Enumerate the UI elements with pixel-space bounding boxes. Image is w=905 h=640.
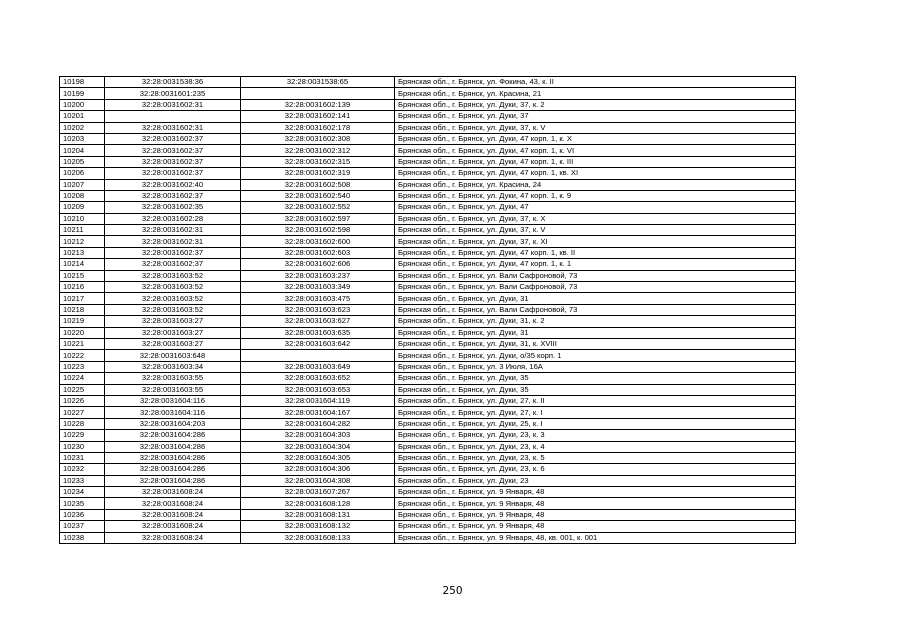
parcel-cadastral-cell: 32:28:0031603:52 [105, 270, 241, 281]
address-cell: Брянская обл., г. Брянск, ул. Дуки, 47 корп. 1, кв. XI [395, 168, 796, 179]
object-cadastral-cell: 32:28:0031602:603 [241, 247, 395, 258]
row-number-cell: 10216 [60, 282, 105, 293]
object-cadastral-cell: 32:28:0031603:627 [241, 316, 395, 327]
row-number-cell: 10198 [60, 77, 105, 88]
property-registry-table [59, 76, 796, 544]
parcel-cadastral-cell [105, 111, 241, 122]
table-row [60, 122, 796, 133]
address-cell: Брянская обл., г. Брянск, ул. Дуки, 35 [395, 384, 796, 395]
table-row [60, 418, 796, 429]
address-cell: Брянская обл., г. Брянск, ул. 9 Января, 48 [395, 498, 796, 509]
table-row [60, 156, 796, 167]
address-cell: Брянская обл., г. Брянск, ул. 3 Июля, 16А [395, 361, 796, 372]
object-cadastral-cell: 32:28:0031602:139 [241, 99, 395, 110]
row-number-cell: 10227 [60, 407, 105, 418]
parcel-cadastral-cell: 32:28:0031602:37 [105, 247, 241, 258]
row-number-cell: 10200 [60, 99, 105, 110]
address-cell: Брянская обл., г. Брянск, ул. 9 Января, 48, кв. 001, к. 001 [395, 532, 796, 543]
parcel-cadastral-cell: 32:28:0031604:286 [105, 475, 241, 486]
table-row [60, 316, 796, 327]
parcel-cadastral-cell: 32:28:0031603:27 [105, 327, 241, 338]
address-cell: Брянская обл., г. Брянск, ул. Дуки, 37, к. V [395, 225, 796, 236]
object-cadastral-cell: 32:28:0031602:308 [241, 133, 395, 144]
row-number-cell: 10228 [60, 418, 105, 429]
object-cadastral-cell: 32:28:0031603:653 [241, 384, 395, 395]
parcel-cadastral-cell: 32:28:0031602:40 [105, 179, 241, 190]
table-row [60, 475, 796, 486]
object-cadastral-cell: 32:28:0031608:128 [241, 498, 395, 509]
row-number-cell: 10205 [60, 156, 105, 167]
parcel-cadastral-cell: 32:28:0031602:31 [105, 122, 241, 133]
address-cell: Брянская обл., г. Брянск, ул. Дуки, 27, к. II [395, 395, 796, 406]
table-row [60, 304, 796, 315]
parcel-cadastral-cell: 32:28:0031608:24 [105, 532, 241, 543]
object-cadastral-cell: 32:28:0031608:132 [241, 521, 395, 532]
row-number-cell: 10236 [60, 509, 105, 520]
address-cell: Брянская обл., г. Брянск, ул. Вали Сафроновой, 73 [395, 270, 796, 281]
table-row [60, 509, 796, 520]
address-cell: Брянская обл., г. Брянск, ул. Дуки, о/35 корп. 1 [395, 350, 796, 361]
table-row [60, 384, 796, 395]
parcel-cadastral-cell: 32:28:0031603:55 [105, 373, 241, 384]
object-cadastral-cell [241, 88, 395, 99]
address-cell: Брянская обл., г. Брянск, ул. Дуки, 23, к. 4 [395, 441, 796, 452]
table-row [60, 190, 796, 201]
parcel-cadastral-cell: 32:28:0031603:52 [105, 304, 241, 315]
object-cadastral-cell: 32:28:0031608:133 [241, 532, 395, 543]
row-number-cell: 10219 [60, 316, 105, 327]
address-cell: Брянская обл., г. Брянск, ул. Дуки, 37, к. XI [395, 236, 796, 247]
row-number-cell: 10215 [60, 270, 105, 281]
parcel-cadastral-cell: 32:28:0031602:37 [105, 259, 241, 270]
parcel-cadastral-cell: 32:28:0031601:235 [105, 88, 241, 99]
row-number-cell: 10231 [60, 452, 105, 463]
parcel-cadastral-cell: 32:28:0031602:35 [105, 202, 241, 213]
registry-table-body [60, 77, 796, 544]
object-cadastral-cell: 32:28:0031602:606 [241, 259, 395, 270]
object-cadastral-cell: 32:28:0031602:508 [241, 179, 395, 190]
row-number-cell: 10222 [60, 350, 105, 361]
parcel-cadastral-cell: 32:28:0031608:24 [105, 521, 241, 532]
address-cell: Брянская обл., г. Брянск, ул. Фокина, 43, к. II [395, 77, 796, 88]
object-cadastral-cell: 32:28:0031602:552 [241, 202, 395, 213]
table-row [60, 407, 796, 418]
address-cell: Брянская обл., г. Брянск, ул. Дуки, 35 [395, 373, 796, 384]
object-cadastral-cell: 32:28:0031602:315 [241, 156, 395, 167]
parcel-cadastral-cell: 32:28:0031603:648 [105, 350, 241, 361]
row-number-cell: 10203 [60, 133, 105, 144]
address-cell: Брянская обл., г. Брянск, ул. Дуки, 27, к. I [395, 407, 796, 418]
row-number-cell: 10209 [60, 202, 105, 213]
object-cadastral-cell: 32:28:0031602:312 [241, 145, 395, 156]
row-number-cell: 10232 [60, 464, 105, 475]
object-cadastral-cell: 32:28:0031604:304 [241, 441, 395, 452]
object-cadastral-cell: 32:28:0031603:623 [241, 304, 395, 315]
row-number-cell: 10210 [60, 213, 105, 224]
row-number-cell: 10207 [60, 179, 105, 190]
table-row [60, 259, 796, 270]
row-number-cell: 10208 [60, 190, 105, 201]
table-row [60, 111, 796, 122]
row-number-cell: 10225 [60, 384, 105, 395]
parcel-cadastral-cell: 32:28:0031603:27 [105, 316, 241, 327]
parcel-cadastral-cell: 32:28:0031604:116 [105, 395, 241, 406]
object-cadastral-cell [241, 350, 395, 361]
object-cadastral-cell: 32:28:0031604:306 [241, 464, 395, 475]
object-cadastral-cell: 32:28:0031608:131 [241, 509, 395, 520]
row-number-cell: 10237 [60, 521, 105, 532]
parcel-cadastral-cell: 32:28:0031602:31 [105, 225, 241, 236]
parcel-cadastral-cell: 32:28:0031603:34 [105, 361, 241, 372]
object-cadastral-cell: 32:28:0031604:308 [241, 475, 395, 486]
object-cadastral-cell: 32:28:0031604:303 [241, 430, 395, 441]
parcel-cadastral-cell: 32:28:0031603:52 [105, 293, 241, 304]
table-row [60, 282, 796, 293]
address-cell: Брянская обл., г. Брянск, ул. Дуки, 23 [395, 475, 796, 486]
parcel-cadastral-cell: 32:28:0031604:286 [105, 441, 241, 452]
row-number-cell: 10199 [60, 88, 105, 99]
address-cell: Брянская обл., г. Брянск, ул. Дуки, 47 корп. 1, к. VI [395, 145, 796, 156]
table-row [60, 373, 796, 384]
table-row [60, 464, 796, 475]
object-cadastral-cell: 32:28:0031604:282 [241, 418, 395, 429]
parcel-cadastral-cell: 32:28:0031604:116 [105, 407, 241, 418]
object-cadastral-cell: 32:28:0031602:319 [241, 168, 395, 179]
object-cadastral-cell: 32:28:0031603:652 [241, 373, 395, 384]
table-row [60, 99, 796, 110]
row-number-cell: 10217 [60, 293, 105, 304]
table-row [60, 77, 796, 88]
object-cadastral-cell: 32:28:0031603:475 [241, 293, 395, 304]
object-cadastral-cell: 32:28:0031602:598 [241, 225, 395, 236]
table-row [60, 213, 796, 224]
object-cadastral-cell: 32:28:0031604:119 [241, 395, 395, 406]
address-cell: Брянская обл., г. Брянск, ул. Вали Сафроновой, 73 [395, 304, 796, 315]
parcel-cadastral-cell: 32:28:0031603:27 [105, 338, 241, 349]
address-cell: Брянская обл., г. Брянск, ул. Дуки, 31, к. 2 [395, 316, 796, 327]
parcel-cadastral-cell: 32:28:0031604:286 [105, 464, 241, 475]
address-cell: Брянская обл., г. Брянск, ул. 9 Января, 48 [395, 509, 796, 520]
object-cadastral-cell: 32:28:0031602:141 [241, 111, 395, 122]
row-number-cell: 10230 [60, 441, 105, 452]
row-number-cell: 10202 [60, 122, 105, 133]
row-number-cell: 10235 [60, 498, 105, 509]
row-number-cell: 10234 [60, 487, 105, 498]
object-cadastral-cell: 32:28:0031602:178 [241, 122, 395, 133]
parcel-cadastral-cell: 32:28:0031602:28 [105, 213, 241, 224]
address-cell: Брянская обл., г. Брянск, ул. Дуки, 23, к. 5 [395, 452, 796, 463]
object-cadastral-cell: 32:28:0031603:349 [241, 282, 395, 293]
address-cell: Брянская обл., г. Брянск, ул. Дуки, 47 [395, 202, 796, 213]
parcel-cadastral-cell: 32:28:0031602:37 [105, 133, 241, 144]
parcel-cadastral-cell: 32:28:0031603:52 [105, 282, 241, 293]
address-cell: Брянская обл., г. Брянск, ул. Дуки, 25, к. I [395, 418, 796, 429]
table-row [60, 430, 796, 441]
parcel-cadastral-cell: 32:28:0031602:37 [105, 145, 241, 156]
object-cadastral-cell: 32:28:0031602:600 [241, 236, 395, 247]
parcel-cadastral-cell: 32:28:0031604:203 [105, 418, 241, 429]
table-row [60, 532, 796, 543]
row-number-cell: 10224 [60, 373, 105, 384]
row-number-cell: 10229 [60, 430, 105, 441]
object-cadastral-cell: 32:28:0031538:65 [241, 77, 395, 88]
page-number: 250 [442, 585, 463, 597]
object-cadastral-cell: 32:28:0031603:649 [241, 361, 395, 372]
object-cadastral-cell: 32:28:0031604:167 [241, 407, 395, 418]
object-cadastral-cell: 32:28:0031603:642 [241, 338, 395, 349]
object-cadastral-cell: 32:28:0031602:540 [241, 190, 395, 201]
object-cadastral-cell: 32:28:0031607:267 [241, 487, 395, 498]
table-row [60, 225, 796, 236]
row-number-cell: 10213 [60, 247, 105, 258]
row-number-cell: 10226 [60, 395, 105, 406]
address-cell: Брянская обл., г. Брянск, ул. Дуки, 47 корп. 1, к. 1 [395, 259, 796, 270]
address-cell: Брянская обл., г. Брянск, ул. Красина, 24 [395, 179, 796, 190]
row-number-cell: 10204 [60, 145, 105, 156]
address-cell: Брянская обл., г. Брянск, ул. 9 Января, 48 [395, 521, 796, 532]
row-number-cell: 10223 [60, 361, 105, 372]
parcel-cadastral-cell: 32:28:0031608:24 [105, 487, 241, 498]
address-cell: Брянская обл., г. Брянск, ул. Дуки, 31 [395, 327, 796, 338]
address-cell: Брянская обл., г. Брянск, ул. Дуки, 23, к. 3 [395, 430, 796, 441]
table-row [60, 168, 796, 179]
parcel-cadastral-cell: 32:28:0031602:37 [105, 168, 241, 179]
table-row [60, 487, 796, 498]
object-cadastral-cell: 32:28:0031604:305 [241, 452, 395, 463]
table-row [60, 145, 796, 156]
address-cell: Брянская обл., г. Брянск, ул. Дуки, 47 корп. 1, к. III [395, 156, 796, 167]
table-row [60, 441, 796, 452]
address-cell: Брянская обл., г. Брянск, ул. 9 Января, 48 [395, 487, 796, 498]
object-cadastral-cell: 32:28:0031602:597 [241, 213, 395, 224]
row-number-cell: 10201 [60, 111, 105, 122]
parcel-cadastral-cell: 32:28:0031602:31 [105, 99, 241, 110]
object-cadastral-cell: 32:28:0031603:635 [241, 327, 395, 338]
address-cell: Брянская обл., г. Брянск, ул. Дуки, 37 [395, 111, 796, 122]
table-row [60, 133, 796, 144]
row-number-cell: 10221 [60, 338, 105, 349]
table-row [60, 88, 796, 99]
address-cell: Брянская обл., г. Брянск, ул. Дуки, 47 корп. 1, к. X [395, 133, 796, 144]
address-cell: Брянская обл., г. Брянск, ул. Дуки, 47 корп. 1, к. 9 [395, 190, 796, 201]
table-row [60, 350, 796, 361]
table-row [60, 247, 796, 258]
row-number-cell: 10238 [60, 532, 105, 543]
address-cell: Брянская обл., г. Брянск, ул. Дуки, 31 [395, 293, 796, 304]
parcel-cadastral-cell: 32:28:0031604:286 [105, 430, 241, 441]
row-number-cell: 10220 [60, 327, 105, 338]
address-cell: Брянская обл., г. Брянск, ул. Дуки, 37, к. X [395, 213, 796, 224]
table-row [60, 361, 796, 372]
row-number-cell: 10218 [60, 304, 105, 315]
table-row [60, 338, 796, 349]
table-row [60, 179, 796, 190]
parcel-cadastral-cell: 32:28:0031602:37 [105, 156, 241, 167]
table-row [60, 395, 796, 406]
table-row [60, 452, 796, 463]
row-number-cell: 10233 [60, 475, 105, 486]
parcel-cadastral-cell: 32:28:0031603:55 [105, 384, 241, 395]
row-number-cell: 10211 [60, 225, 105, 236]
object-cadastral-cell: 32:28:0031603:237 [241, 270, 395, 281]
table-row [60, 521, 796, 532]
parcel-cadastral-cell: 32:28:0031608:24 [105, 509, 241, 520]
table-row [60, 236, 796, 247]
table-row [60, 498, 796, 509]
parcel-cadastral-cell: 32:28:0031538:36 [105, 77, 241, 88]
address-cell: Брянская обл., г. Брянск, ул. Дуки, 37, к. 2 [395, 99, 796, 110]
table-row [60, 202, 796, 213]
address-cell: Брянская обл., г. Брянск, ул. Дуки, 37, к. V [395, 122, 796, 133]
address-cell: Брянская обл., г. Брянск, ул. Вали Сафроновой, 73 [395, 282, 796, 293]
table-row [60, 327, 796, 338]
table-row [60, 270, 796, 281]
row-number-cell: 10206 [60, 168, 105, 179]
parcel-cadastral-cell: 32:28:0031602:37 [105, 190, 241, 201]
parcel-cadastral-cell: 32:28:0031608:24 [105, 498, 241, 509]
parcel-cadastral-cell: 32:28:0031602:31 [105, 236, 241, 247]
table-row [60, 293, 796, 304]
address-cell: Брянская обл., г. Брянск, ул. Дуки, 47 корп. 1, кв. II [395, 247, 796, 258]
parcel-cadastral-cell: 32:28:0031604:286 [105, 452, 241, 463]
address-cell: Брянская обл., г. Брянск, ул. Красина, 21 [395, 88, 796, 99]
row-number-cell: 10214 [60, 259, 105, 270]
row-number-cell: 10212 [60, 236, 105, 247]
address-cell: Брянская обл., г. Брянск, ул. Дуки, 23, к. 6 [395, 464, 796, 475]
address-cell: Брянская обл., г. Брянск, ул. Дуки, 31, к. XVIII [395, 338, 796, 349]
